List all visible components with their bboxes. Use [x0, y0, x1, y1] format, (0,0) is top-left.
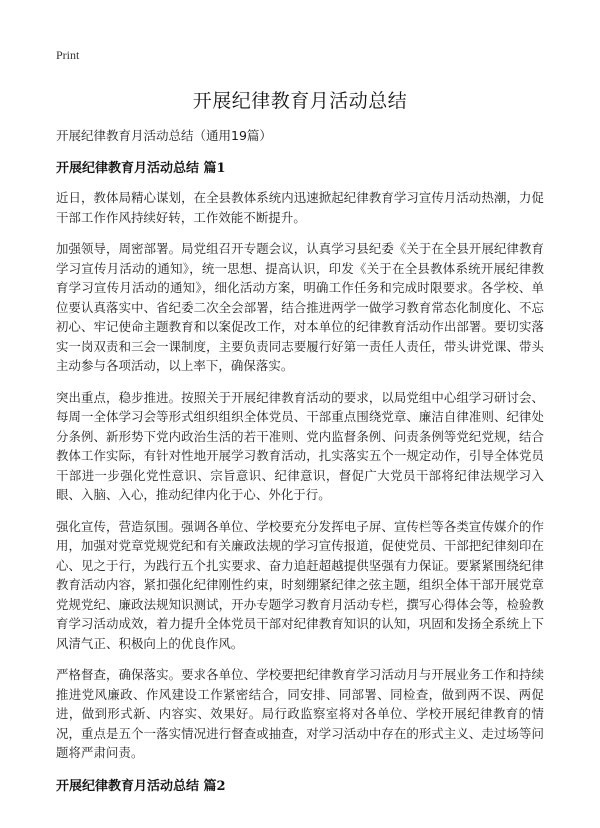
paragraph: 严格督查，确保落实。要求各单位、学校要把纪律教育学习活动月与开展业务工作和持续推进党风廉政、作风建设工作紧密结合，同安排、同部署、同检查，做到两不误、两促进，做到形式新、内容实、效果好。局行政监察室将对各单位、学校开展纪律教育的情况，重点是五个一落实情况进行督查或抽查，对学习活动中存在的形式主义、走过场等问题将严肃问责。 — [56, 667, 544, 760]
paragraph: 强化宣传，营造氛围。强调各单位、学校要充分发挥电子屏、宣传栏等各类宣传媒介的作用，加强对党章党规党纪和有关廉政法规的学习宣传报道，促使党员、干部把纪律刻印在心、见之于行，为践行五个扎实要求、奋力追赶超越提供坚强有力保证。要紧紧围绕纪律教育活动内容，紧扣强化纪律刚性约束，时刻绷紧纪律之弦主题，组织全体干部开展党章党规党纪、廉政法规知识测试，开办专题学习教育月活动专栏，撰写心得体会等，检验教育学习活动成效，着力提升全体党员干部对纪律教育知识的认知，巩固和发扬全系统上下风清气正、积极向上的优良作风。 — [56, 518, 544, 651]
print-link[interactable]: Print — [56, 48, 80, 62]
section-heading-1: 开展纪律教育月活动总结 篇1 — [56, 161, 226, 176]
paragraph: 加强领导，周密部署。局党组召开专题会议，认真学习县纪委《关于在全县开展纪律教育学习宣传月活动的通知》，统一思想、提高认识，印发《关于在全县教体系统开展纪律教育学习宣传月活动的通知》，细化活动方案，明确工作任务和完成时限要求。各学校、单位要认真落实中、省纪委二次全会部署，结合推进两学一做学习教育常态化制度化、不忘初心、牢记使命主题教育和以案促改工作，对本单位的纪律教育活动作出部署。要切实落实一岗双责和三会一课制度，主要负责同志要履行好第一责任人责任，带头讲党课、带头主动参与各项活动，以上率下，确保落实。 — [56, 241, 544, 373]
paragraph: 突出重点，稳步推进。按照关于开展纪律教育活动的要求，以局党组中心组学习研讨会、每周一全体学习会等形式组织组织全体党员、干部重点围绕党章、廉洁自律准则、纪律处分条例、新形势下党内政治生活的若干准则、党内监督条例、问责条例等党纪党规，结合教体工作实际，有针对性地开展学习教育活动，扎实落实五个一规定动作，引导全体党员干部进一步强化党性意识、宗旨意识、纪律意识，督促广大党员干部将纪律法规学习入眼、入脑、入心，推动纪律内化于心、外化于行。 — [56, 389, 544, 502]
document-subtitle: 开展纪律教育月活动总结（通用19篇） — [56, 128, 272, 143]
page-title: 开展纪律教育月活动总结 — [192, 90, 408, 112]
section-heading-2: 开展纪律教育月活动总结 篇2 — [56, 778, 226, 794]
paragraph: 近日，教体局精心谋划，在全县教体系统内迅速掀起纪律教育学习宣传月活动热潮，力促干部工作作风持续好转，工作效能不断提升。 — [56, 190, 544, 225]
